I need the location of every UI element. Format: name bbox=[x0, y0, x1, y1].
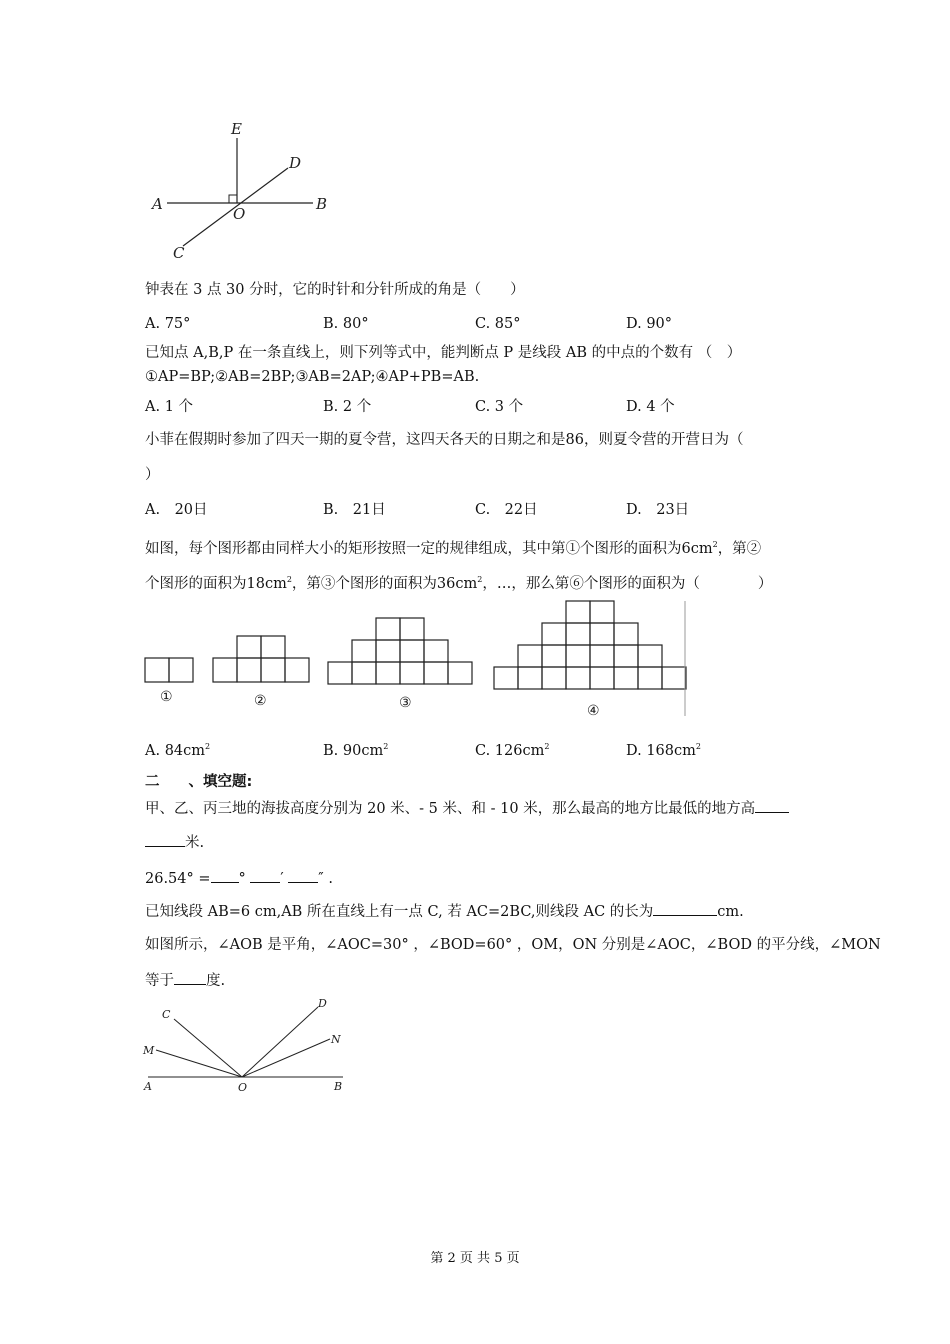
answer-blank[interactable] bbox=[653, 901, 717, 916]
q4-stem-line2-b: ，第③个图形的面积为36cm bbox=[291, 575, 478, 592]
label-c: C bbox=[173, 244, 185, 262]
pattern1-cell bbox=[145, 658, 169, 682]
q4-option-c-text: C. 126cm bbox=[475, 742, 545, 759]
label-d: D bbox=[318, 997, 327, 1010]
right-angle-mark bbox=[229, 195, 237, 203]
pattern4-cell bbox=[614, 645, 638, 667]
pattern2-cell bbox=[237, 636, 261, 658]
q1-option-a: A. 75° bbox=[145, 316, 191, 332]
q8-prefix: 等于 bbox=[145, 973, 174, 989]
figure-rectangle-patterns bbox=[140, 596, 690, 724]
sup-2: 2 bbox=[544, 742, 550, 751]
pattern4-cell bbox=[542, 667, 566, 689]
q6-stem bbox=[145, 868, 333, 889]
pattern4-cell bbox=[614, 667, 638, 689]
pattern3-cell bbox=[448, 662, 472, 684]
label-b: B bbox=[316, 195, 328, 213]
q4-stem-line1-a: 如图，每个图形都由同样大小的矩形按照一定的规律组成，其中第①个图形的面积为6cm bbox=[145, 540, 713, 557]
label-n: N bbox=[331, 1033, 341, 1046]
label-a: A bbox=[152, 195, 163, 213]
pattern4-cell bbox=[614, 623, 638, 645]
q7-suffix: cm. bbox=[717, 904, 744, 920]
q2-option-a: A. 1 个 bbox=[145, 399, 194, 415]
pattern1-label: ① bbox=[160, 689, 173, 705]
q6-part1: 26.54° = bbox=[145, 871, 211, 887]
label-o: O bbox=[238, 1081, 248, 1094]
answer-blank[interactable] bbox=[174, 970, 206, 985]
pattern4-cell bbox=[566, 667, 590, 689]
pattern4-cell bbox=[494, 667, 518, 689]
q6-part3: ′ bbox=[280, 871, 284, 887]
pattern2-cell bbox=[261, 658, 285, 682]
q7-stem bbox=[145, 901, 744, 922]
pattern3-cell bbox=[400, 662, 424, 684]
q8-suffix: 度. bbox=[206, 973, 226, 989]
pattern3-cell bbox=[352, 662, 376, 684]
pattern4-cell bbox=[590, 601, 614, 623]
ray-od bbox=[242, 1007, 318, 1077]
q4-stem-line2-c: ，…，那么第⑥个图形的面积为（ ） bbox=[482, 575, 773, 592]
pattern4-cell bbox=[566, 623, 590, 645]
q4-option-a bbox=[145, 737, 210, 761]
pattern4-cell bbox=[542, 645, 566, 667]
q2-stem: 已知点 A,B,P 在一条直线上，则下列等式中，能判断点 P 是线段 AB 的中点的个数有 （ ） bbox=[145, 345, 742, 361]
pattern3-cell bbox=[352, 640, 376, 662]
pattern4-cell bbox=[518, 667, 542, 689]
pattern4-label: ④ bbox=[587, 703, 600, 719]
sup-2: 2 bbox=[286, 575, 292, 584]
pattern3-cell bbox=[328, 662, 352, 684]
pattern4-cell bbox=[566, 645, 590, 667]
q2-option-c: C. 3 个 bbox=[475, 399, 524, 415]
q6-part4: ″ . bbox=[318, 871, 333, 887]
sup-2: 2 bbox=[477, 575, 483, 584]
label-d: D bbox=[289, 154, 302, 172]
q3-stem-line1: 小菲在假期时参加了四天一期的夏令营，这四天各天的日期之和是86，则夏令营的开营日为（ bbox=[145, 432, 744, 448]
label-e: E bbox=[231, 120, 242, 138]
pattern2-cell bbox=[261, 636, 285, 658]
q2-option-b: B. 2 个 bbox=[323, 399, 372, 415]
pattern4-cell bbox=[662, 667, 686, 689]
pattern4-cell bbox=[638, 667, 662, 689]
label-o: O bbox=[233, 205, 246, 223]
pattern4-cell bbox=[638, 645, 662, 667]
q4-option-b-text: B. 90cm bbox=[323, 742, 384, 759]
sup-2: 2 bbox=[383, 742, 389, 751]
ray-on bbox=[242, 1039, 330, 1077]
q1-stem: 钟表在 3 点 30 分时，它的时针和分针所成的角是（ ） bbox=[145, 282, 525, 298]
answer-blank[interactable] bbox=[755, 798, 789, 813]
q4-stem-line2 bbox=[145, 570, 772, 594]
pattern4-cell bbox=[590, 667, 614, 689]
pattern4-cell bbox=[518, 645, 542, 667]
pattern3-label: ③ bbox=[399, 695, 412, 711]
q5-stem-line1 bbox=[145, 798, 789, 819]
q4-stem-line2-a: 个图形的面积为18cm bbox=[145, 575, 287, 592]
q5-suffix: 米. bbox=[185, 835, 205, 851]
answer-blank[interactable] bbox=[145, 832, 185, 847]
pattern3-cell bbox=[376, 640, 400, 662]
pattern2-cell bbox=[237, 658, 261, 682]
pattern3-cell bbox=[424, 640, 448, 662]
q5-stem-line2 bbox=[145, 832, 204, 853]
q4-stem-line1-b: ，第② bbox=[717, 540, 762, 557]
q4-stem-line1 bbox=[145, 535, 761, 559]
pattern4-cell bbox=[566, 601, 590, 623]
q1-option-d: D. 90° bbox=[626, 316, 673, 332]
pattern2-cell bbox=[285, 658, 309, 682]
pattern3-cell bbox=[400, 640, 424, 662]
q1-option-b: B. 80° bbox=[323, 316, 369, 332]
q4-option-c bbox=[475, 737, 549, 761]
figure-intersecting-lines bbox=[145, 118, 345, 263]
pattern2-label: ② bbox=[254, 693, 267, 709]
pattern3-cell bbox=[400, 618, 424, 640]
ray-oc bbox=[174, 1019, 242, 1077]
label-b: B bbox=[334, 1080, 343, 1093]
q3-option-c: C. 22日 bbox=[475, 502, 538, 518]
q3-option-a: A. 20日 bbox=[145, 502, 208, 518]
pattern2-cell bbox=[213, 658, 237, 682]
q3-option-d: D. 23日 bbox=[626, 502, 690, 518]
q1-option-c: C. 85° bbox=[475, 316, 521, 332]
q3-option-b: B. 21日 bbox=[323, 502, 386, 518]
q4-option-b bbox=[323, 737, 388, 761]
label-a: A bbox=[144, 1080, 152, 1093]
q8-stem-line1: 如图所示，∠AOB 是平角，∠AOC=30° ，∠BOD=60° ，OM，ON 分别是∠AOC，∠BOD 的平分线，∠MON bbox=[145, 937, 881, 953]
figure-straight-angle-rays bbox=[138, 995, 358, 1095]
q8-stem-line2 bbox=[145, 970, 225, 991]
sup-2: 2 bbox=[695, 742, 701, 751]
answer-blank-minutes[interactable] bbox=[250, 868, 280, 883]
pattern3-cell bbox=[424, 662, 448, 684]
pattern4-cell bbox=[590, 645, 614, 667]
answer-blank-degrees[interactable] bbox=[211, 868, 239, 883]
q4-option-d bbox=[626, 737, 701, 761]
pattern1-cell bbox=[169, 658, 193, 682]
q5-stem-text: 甲、乙、丙三地的海拔高度分别为 20 米、- 5 米、和 - 10 米，那么最高的地方比最低的地方高 bbox=[145, 801, 756, 817]
answer-blank-seconds[interactable] bbox=[288, 868, 318, 883]
sup-2: 2 bbox=[712, 540, 718, 549]
page-footer: 第 2 页 共 5 页 bbox=[430, 1251, 520, 1266]
q7-stem-text: 已知线段 AB=6 cm,AB 所在直线上有一点 C, 若 AC=2BC,则线段 AC 的长为 bbox=[145, 904, 654, 920]
q2-option-d: D. 4 个 bbox=[626, 399, 675, 415]
q2-conditions: ①AP=BP;②AB=2BP;③AB=2AP;④AP+PB=AB. bbox=[145, 369, 480, 385]
q6-part2: ° bbox=[238, 871, 246, 887]
pattern3-cell bbox=[376, 662, 400, 684]
pattern4-cell bbox=[590, 623, 614, 645]
label-c: C bbox=[162, 1008, 171, 1021]
pattern4-cell bbox=[542, 623, 566, 645]
ray-om bbox=[156, 1050, 242, 1077]
pattern3-cell bbox=[376, 618, 400, 640]
q3-stem-line2: ） bbox=[145, 467, 160, 483]
label-m: M bbox=[143, 1044, 155, 1057]
q4-option-a-text: A. 84cm bbox=[145, 742, 206, 759]
section-title-fill-in: 二 、填空题: bbox=[145, 774, 253, 790]
sup-2: 2 bbox=[205, 742, 211, 751]
q4-option-d-text: D. 168cm bbox=[626, 742, 696, 759]
